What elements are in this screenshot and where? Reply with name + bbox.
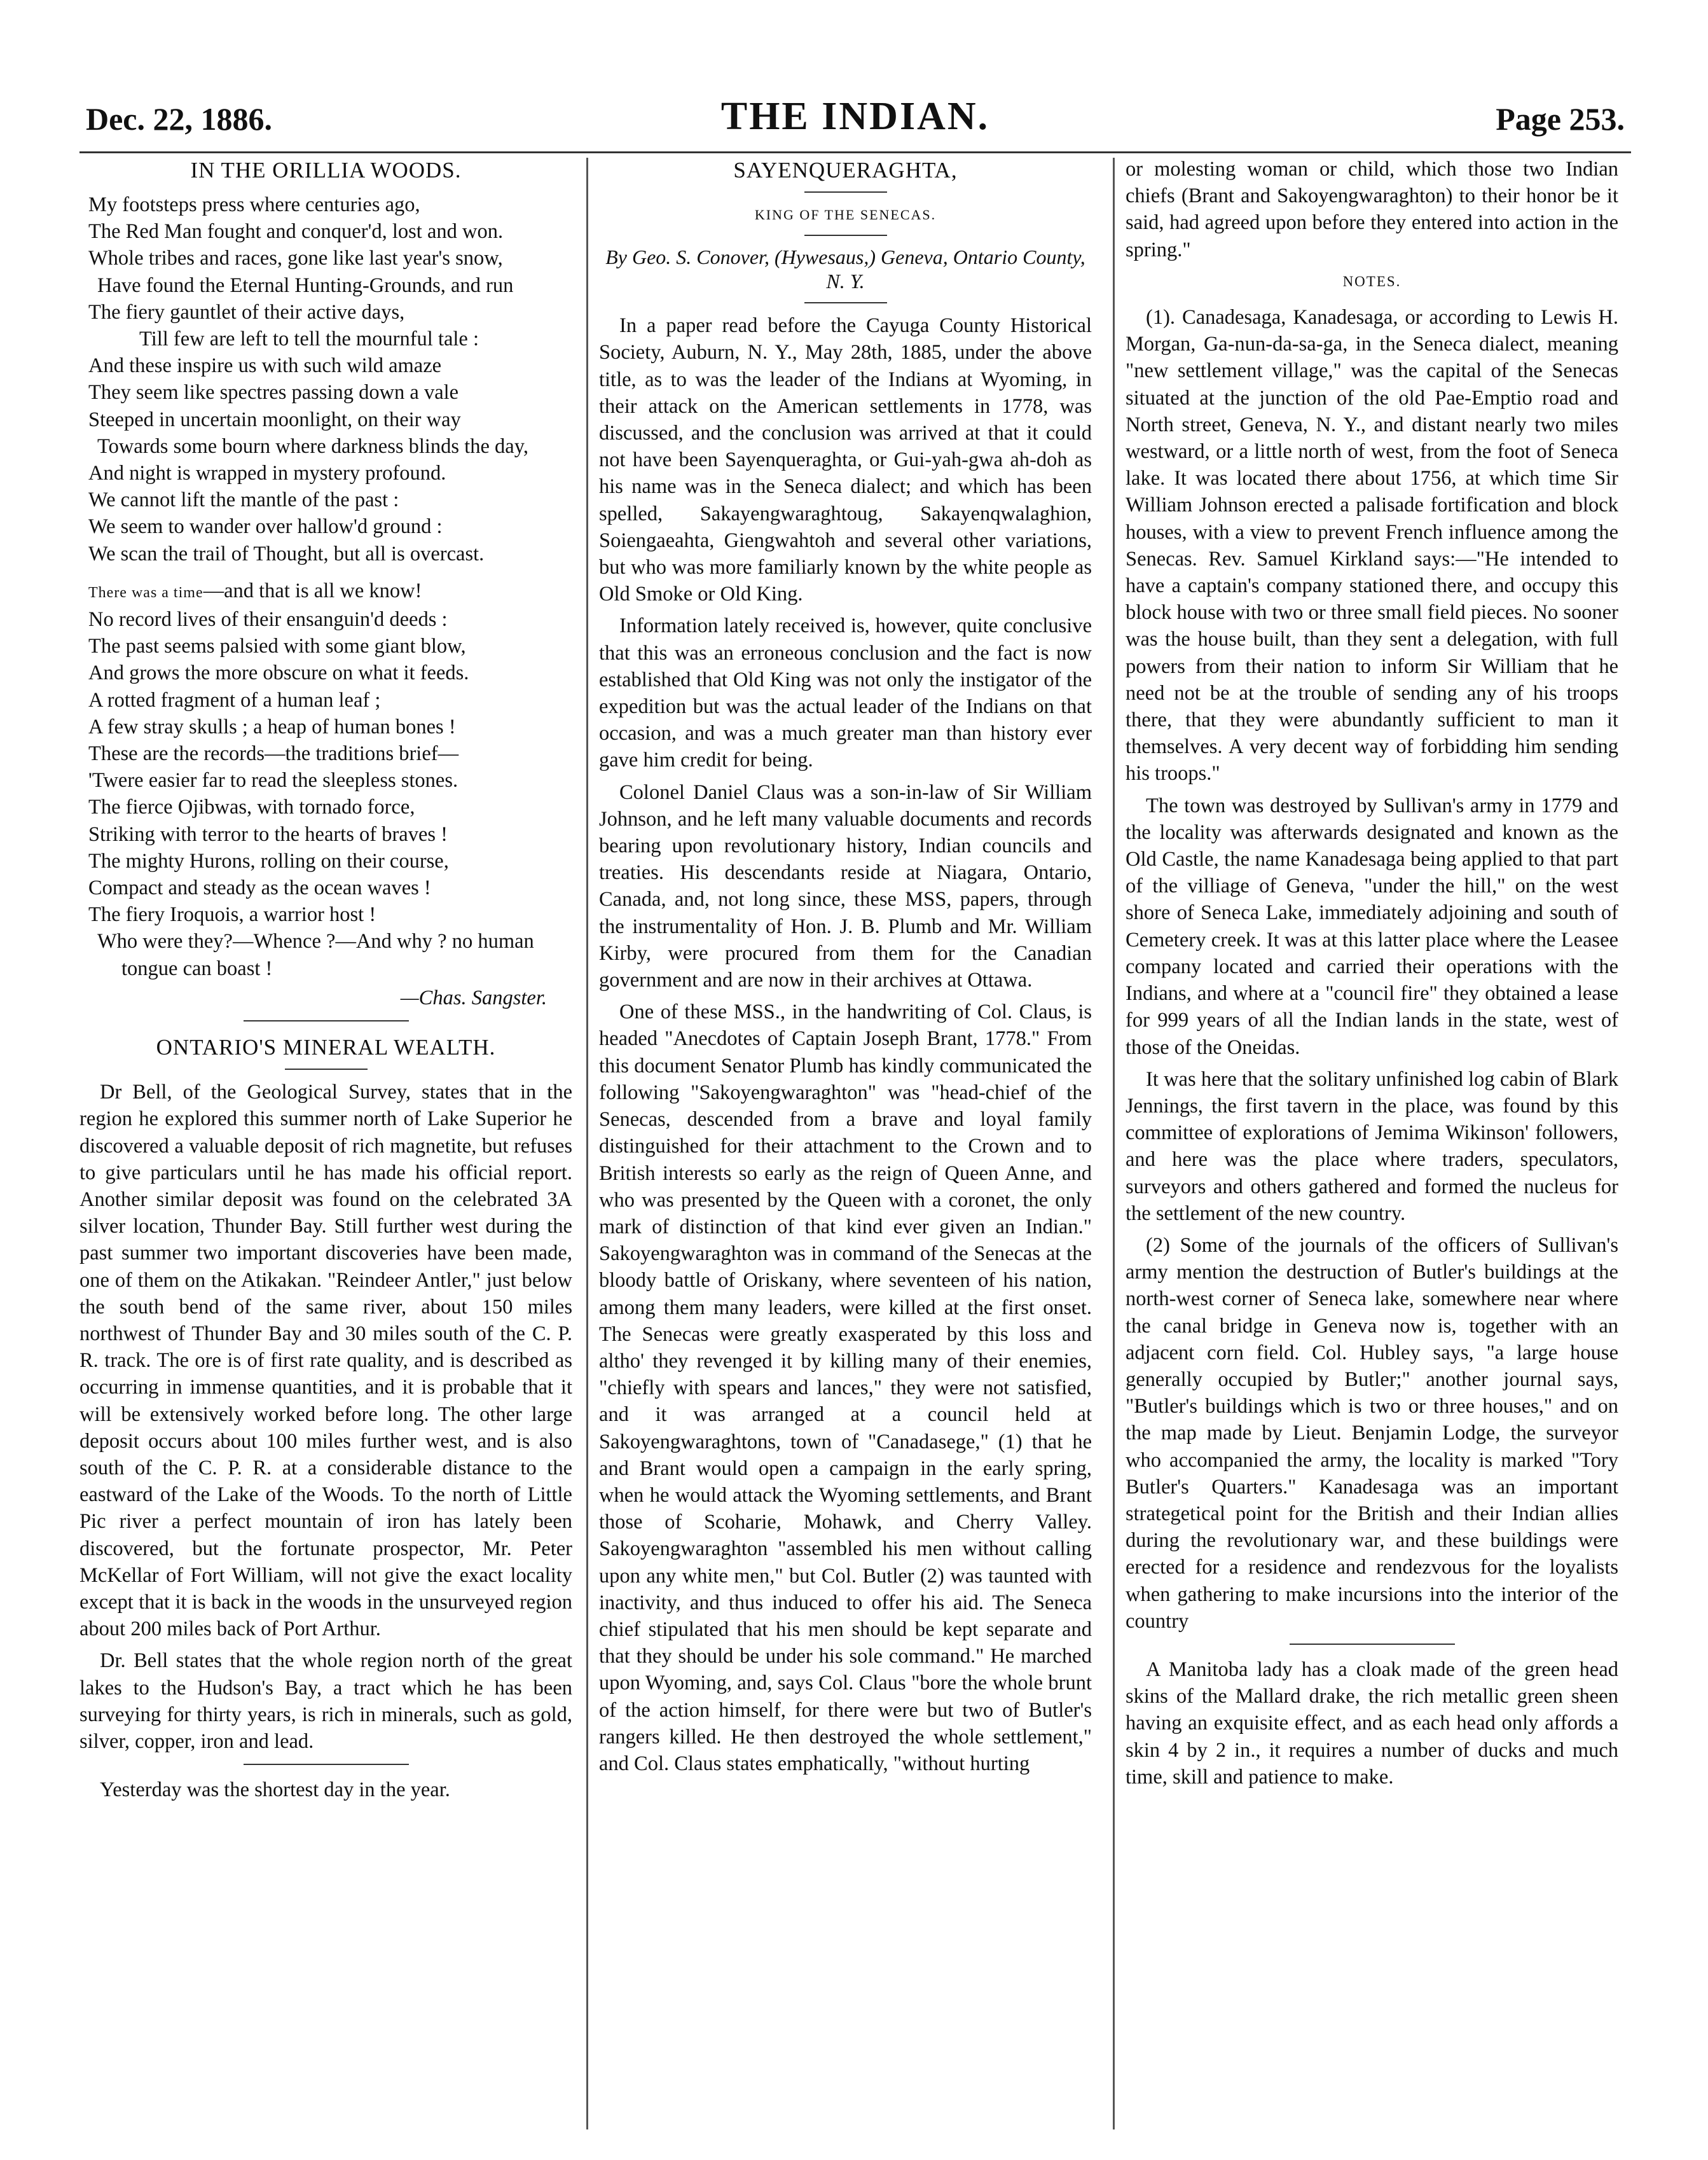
title-rule (804, 302, 887, 303)
notes-heading: NOTES. (1342, 273, 1402, 289)
article-paragraph: It was here that the solitary unfinished log cabin of Blark Jennings, the first tavern in the place, was found by this committee of explorations of Jemima Wikinson' followers, and here was the place where traders, speculators, surveyors and others gathered and formed the nucleus for the settlement of the new country. (1126, 1067, 1618, 1225)
poem-line: We scan the trail of Thought, but all is overcast. (88, 542, 485, 565)
poem-line: My footsteps press where centuries ago, (88, 193, 420, 216)
section-rule (1290, 1644, 1455, 1645)
article-title: ONTARIO'S MINERAL WEALTH. (156, 1035, 496, 1060)
poem-line: Steeped in uncertain moonlight, on their way (88, 408, 461, 431)
news-item: A Manitoba lady has a cloak made of the green head skins of the Mallard drake, the rich metallic green sheen having an exquisite effect, and as each head only affords a skin 4 by 2 in., it requires a number of ducks and much time, skill and patience to make. (1126, 1658, 1618, 1789)
poem-line (88, 578, 572, 606)
poem-line: The past seems palsied with some giant blow, (88, 635, 466, 658)
column-2 (599, 156, 1092, 2140)
article-paragraph: Colonel Daniel Claus was a son-in-law of Sir William Johnson, and he left many valuable documents and records bearing upon revolutionary history, Indian councils and treaties. His descendants reside at Niagara, Ontario, Canada, and, not long since, these MSS, papers, through the instrumentality of Hon. J. B. Plumb and Mr. William Kirby, were procured from them for the Canadian government and are now in their archives at Ottawa. (599, 780, 1092, 992)
note-paragraph: (1). Canadesaga, Kanadesaga, or according to Lewis H. Morgan, Ga-nun-da-sa-ga, in the Seneca dialect, meaning "new settlement village," was the capital of the Senecas situated at the junction of the old Pae-Emptio road and North street, Geneva, N. Y., and distant nearly two miles westward, or a little north of west, from the foot of Seneca lake. It was located there about 1756, at which time Sir William Johnson erected a palisade fortification and block houses, with a view to prevent French influence among the Senecas. Rev. Samuel Kirkland says:—"He intended to have a captain's company stationed there, and occupy this block house with two or three small field pieces. No sooner was the house built, than they sent a delegation, with full powers from their nation to inform Sir William that he need not be at the trouble of sending any of his troops there, that they were abundantly sufficient to man it themselves. A very decent way of forbidding him sending his troops." (1126, 306, 1618, 786)
poem-line: The fierce Ojibwas, with tornado force, (88, 796, 415, 819)
issue-date: Dec. 22, 1886. (86, 101, 272, 137)
poem-stanza-2 (79, 578, 572, 982)
section-rule (244, 1764, 409, 1765)
poem-line: We cannot lift the mantle of the past : (88, 488, 399, 512)
stanza-lead: There was a time (88, 584, 203, 601)
column-divider (1113, 158, 1115, 2129)
article-continuation: or molesting woman or child, which those two Indian chiefs (Brant and Sakoyengwaraghton) to their honor be it said, had agreed upon before they entered into action in the spring." (1126, 158, 1618, 261)
note-paragraph: (2) Some of the journals of the officers of Sullivan's army mention the destruction of Butler's buildings at the north-west corner of Seneca lake, somewhere near where the canal bridge in Geneva now is, together with an adjacent corn field. Col. Hubley says, "a large house generally occupied by Butler;" another journal says, "Butler's buildings which is two or three houses," and on the map made by Lieut. Benjamin Lodge, the surveyor who accompanied the army, the locality is marked "Tory Butler's Quarters." Kanadesaga was an important strategetical point for the British and their Indian allies during the revolutionary war, and these buildings were erected for a residence and rendezvous for the loyalists when gathering to make incursions into the interior of the country (1126, 1233, 1618, 1633)
poem-title: IN THE ORILLIA WOODS. (190, 158, 462, 183)
article-paragraph: One of these MSS., in the handwriting of Col. Claus, is headed "Anecdotes of Captain Joseph Brant, 1778." From this document Senator Plumb has kindly communicated the following "Sakoyengwaraghton" was "head-chief of the Senecas, descended from a brave and loyal family distinguished for their attachment to the Crown and to British interests so early as the reign of Queen Anne, and who was presented by the Queen with a coronet, the only mark of distinction of that kind ever given an Indian." Sakoyengwaraghton was in command of the Senecas at the bloody battle of Oriskany, where seventeen of his nation, among them many leaders, were killed at the first onset. The Senecas were greatly exasperated by this loss and altho' they revenged it by killing many of their enemies, "chiefly with spears and lances," they were not satisfied, and it was arranged at a council held at Sakoyengwaraghtons, town of "Canadasege," (1) that he and Brant would open a campaign in the early spring, when he would attack the Wyoming settlements, and Brant those of Scoharie, Mohawk, and Cherry Valley. Sakoyengwaraghton "assembled his men without calling upon any white men," but Col. Butler (2) was taunted with inactivity, and thus induced to offer his aid. The Seneca chief stipulated that his men should be kept separate and that they should be under his sole command." He marched upon Wyoming, and, says Col. Claus "bore the whole brunt of the action himself, for there were but two of Butler's rangers killed. He then destroyed the whole settlement," and Col. Claus states emphatically, "without hurting (599, 1000, 1092, 1775)
stanza-lead-rest: —and that is all we know! (203, 579, 422, 602)
section-rule (244, 1020, 409, 1021)
poem-line: Till few are left to tell the mournful tale : (139, 328, 479, 351)
poem-line: Who were they?—Whence ?—And why ? no human tongue can boast ! (97, 930, 534, 980)
poem-stanza-1 (79, 191, 572, 567)
closing-line: Yesterday was the shortest day in the year. (100, 1778, 450, 1802)
title-rule (804, 235, 887, 236)
page-number: Page 253. (1496, 101, 1625, 137)
poem-line: A rotted fragment of a human leaf ; (88, 688, 381, 712)
newspaper-title: THE INDIAN. (720, 95, 990, 138)
poem-author: —Chas. Sangster. (400, 986, 547, 1009)
poem-line: They seem like spectres passing down a vale (88, 381, 459, 405)
article-paragraph: Information lately received is, however, quite conclusive that this was an erroneous conclusion and the fact is now established that Old King was not only the instigator of the expedition but was the actual leader of the Indians on that occasion, and was a much greater man than history ever gave him credit for being. (599, 614, 1092, 772)
article-title: SAYENQUERAGHTA, (733, 158, 958, 183)
poem-line: The Red Man fought and conquer'd, lost and won. (88, 220, 504, 244)
article-subtitle: KING OF THE SENECAS. (754, 207, 937, 223)
poem-line: Compact and steady as the ocean waves ! (88, 876, 431, 900)
poem-line: The fiery gauntlet of their active days, (88, 300, 405, 324)
poem-line: And night is wrapped in mystery profound. (88, 462, 446, 485)
poem-line: Whole tribes and races, gone like last year's snow, (88, 247, 503, 270)
page-header (79, 94, 1631, 153)
poem-line: These are the records—the traditions brief— (88, 742, 459, 766)
poem-line: Towards some bourn where darkness blinds the day, (97, 434, 528, 458)
column-divider (586, 158, 588, 2129)
article-byline: By Geo. S. Conover, (Hywesaus,) Geneva, Ontario County, N. Y. (605, 246, 1085, 293)
title-rule (804, 191, 887, 193)
article-paragraph: Dr Bell, of the Geological Survey, states that in the region he explored this summer north of Lake Superior he discovered a valuable deposit of rich magnetite, but refuses to give particulars until he has made his official report. Another similar deposit was found on the celebrated 3A silver location, Thunder Bay. Still further west during the past summer two important discoveries have been made, one of them on the Atikakan. "Reindeer Antler," just below the south bend of the same river, about 150 miles northwest of Thunder Bay and 30 miles south of the C. P. R. track. The ore is of first rate quality, and is described as occurring in immense quantities, and it is probable that it will be extensively worked before long. The other large deposit occurs about 100 miles further west, and is also south of the C. P. R. at a considerable distance to the eastward of the Lake of the Woods. To the north of Little Pic river a perfect mountain of iron has lately been discovered, but the fortunate prospector, Mr. Peter McKellar of Fort William, will not give the exact locality except that it is back in the woods in the unsurveyed region about 200 miles back of Port Arthur. (79, 1081, 572, 1641)
title-rule (285, 1069, 368, 1070)
poem-line: The mighty Hurons, rolling on their course, (88, 849, 449, 873)
column-1 (79, 156, 572, 2140)
poem-line: Have found the Eternal Hunting-Grounds, and run (97, 273, 514, 297)
poem-line: The fiery Iroquois, a warrior host ! (88, 903, 376, 927)
poem-line: No record lives of their ensanguin'd deeds : (88, 608, 448, 632)
poem-line: We seem to wander over hallow'd ground : (88, 515, 443, 539)
article-paragraph: The town was destroyed by Sullivan's army in 1779 and the locality was afterwards designated and known as the Old Castle, the name Kanadesaga being applied to that part of the villiage of Geneva, "under the hill," on the west shore of Seneca Lake, immediately adjoining and south of Cemetery creek. It was at this latter place where the Leasee company located and carried their operations with the Indians, and where at a "council fire" they obtained a lease for 999 years of all the Indian lands in the state, west of those of the Oneidas. (1126, 794, 1618, 1059)
column-3 (1126, 156, 1618, 2140)
poem-line: And grows the more obscure on what it feeds. (88, 661, 469, 685)
article-paragraph: Dr. Bell states that the whole region north of the great lakes to the Hudson's Bay, a tract which he has been surveying for thirty years, is rich in minerals, such as gold, silver, copper, iron and lead. (79, 1649, 572, 1753)
poem-line: Striking with terror to the hearts of braves ! (88, 822, 448, 846)
poem-line: 'Twere easier far to read the sleepless stones. (88, 769, 458, 793)
poem-line: A few stray skulls ; a heap of human bones ! (88, 715, 456, 738)
poem-line: And these inspire us with such wild amaze (88, 354, 442, 378)
article-paragraph: In a paper read before the Cayuga County Historical Society, Auburn, N. Y., May 28th, 1885, under the above title, as to was the leader of the Indians at Wyoming, in their attack on the American settlements in 1778, was discussed, and the conclusion was arrived at that it could not have been Sayenqueraghta, or Gui-yah-gwa ah-doh as his name was in the Seneca dialect; and which has been spelled, Sakayengwaraghtoug, Sakayenqwalaghion, Soiengaeahta, Giengwahtoh and several other variations, but who was more familiarly known by the white people as Old Smoke or Old King. (599, 314, 1092, 606)
